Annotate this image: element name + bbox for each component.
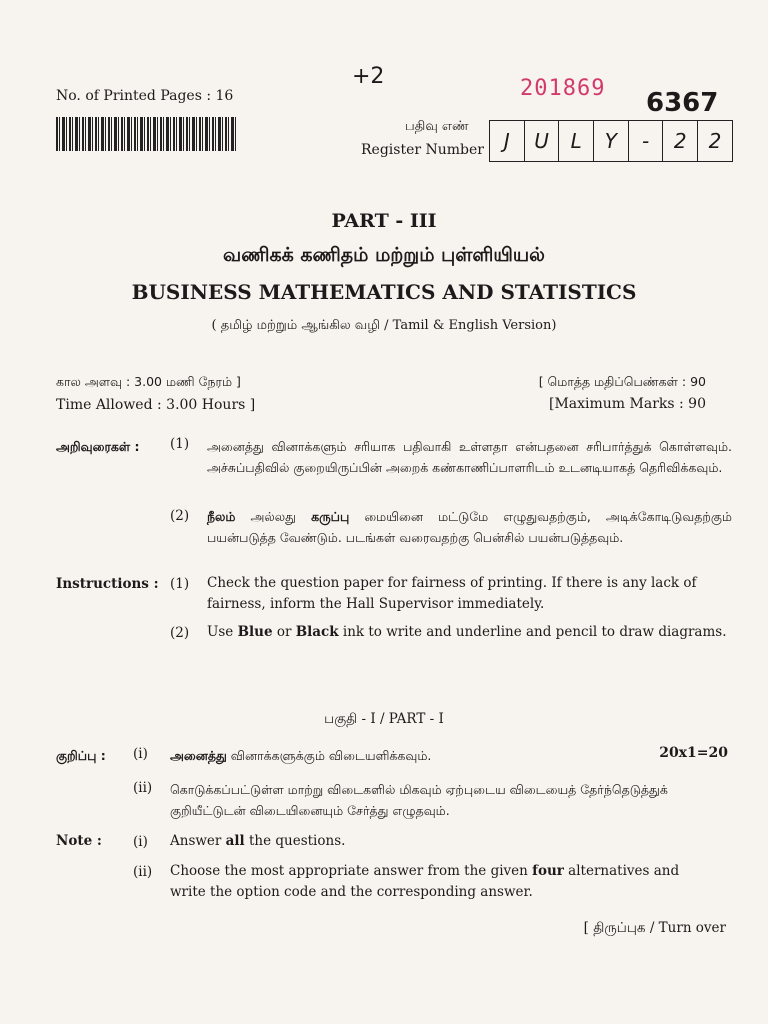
stamp-number: 201869	[520, 76, 606, 101]
note-ta-2: கொடுக்கப்பட்டுள்ள மாற்று விடைகளில் மிகவும் ஏற்புடைய விடையைத் தேர்ந்தெடுத்துக் குறியீட்டுடன் விடையினையும் சேர்த்து எழுதவும்.	[170, 782, 668, 818]
register-char: 2	[708, 129, 722, 153]
emph-black: Black	[295, 624, 339, 640]
register-char: J	[490, 121, 525, 161]
emph-blue-ta: நீலம்	[207, 509, 236, 524]
instruction-ta-2: நீலம் அல்லது கருப்பு மையினை மட்டுமே எழுதுவதற்கும், அடிக்கோடிடுவதற்கும் பயன்படுத்த வேண்டும். படங்கள் வரைவதற்கு பென்சில் பயன்படுத்தவும்.	[207, 509, 732, 545]
instructions-ta-label: அறிவுரைகள் :	[56, 439, 140, 454]
register-char: -	[629, 121, 664, 161]
version-line: ( தமிழ் மற்றும் ஆங்கில வழி / Tamil & English Version)	[211, 318, 557, 333]
instruction-en-1: Check the question paper for fairness of printing. If there is any lack of fairness, inform the Hall Supervisor immediately.	[207, 575, 697, 612]
instruction-ta-num: (2)	[170, 508, 190, 524]
note-ta-num: (i)	[133, 746, 148, 762]
paper-code: 6367	[646, 88, 719, 118]
register-label-en: Register Number	[361, 142, 484, 158]
instruction-ta-1: அனைத்து வினாக்களும் சரியாக பதிவாகி உள்ளதா என்பதனை சரிபார்த்துக் கொள்ளவும். அச்சுப்பதிவில் குறையிருப்பின் அறைக் கண்காணிப்பாளரிடம் உடனடியாகத் தெரிவிக்கவும்.	[207, 439, 732, 475]
note-ta-num: (ii)	[133, 780, 153, 796]
note-ta-label: குறிப்பு :	[56, 748, 106, 763]
register-char: L	[559, 121, 594, 161]
barcode	[56, 117, 236, 151]
instruction-ta-num: (1)	[170, 436, 190, 452]
register-char: U	[525, 121, 560, 161]
max-marks-ta: [ மொத்த மதிப்பெண்கள் : 90	[538, 374, 706, 389]
instruction-en-2: Use Blue or Black ink to write and underline and pencil to draw diagrams.	[207, 624, 727, 640]
max-marks-en: [Maximum Marks : 90	[548, 396, 706, 412]
time-allowed-ta: கால அளவு : 3.00 மணி நேரம் ]	[56, 374, 241, 389]
subject-title-ta: வணிகக் கணிதம் மற்றும் புள்ளியியல்	[223, 244, 545, 266]
time-allowed-en: Time Allowed : 3.00 Hours ]	[56, 397, 256, 413]
note-en-2: Choose the most appropriate answer from the given four alternatives and write the option code and the corresponding answer.	[170, 863, 680, 900]
note-en-num: (ii)	[133, 864, 153, 880]
turn-over: [ திருப்புக / Turn over	[583, 920, 726, 936]
register-number-box	[489, 120, 733, 162]
part-heading: PART - III	[331, 210, 437, 232]
printed-pages: No. of Printed Pages : 16	[56, 88, 234, 104]
note-en-1: Answer all the questions.	[170, 833, 346, 849]
emph-black-ta: கருப்பு	[311, 509, 350, 524]
instruction-en-num: (1)	[170, 576, 190, 592]
note-en-num: (i)	[133, 834, 148, 850]
section-marks: 20x1=20	[659, 745, 728, 761]
handwritten-note: +2	[352, 64, 385, 89]
instructions-en-label: Instructions :	[56, 576, 159, 592]
note-en-label: Note :	[56, 833, 102, 849]
subject-title-en: BUSINESS MATHEMATICS AND STATISTICS	[131, 280, 637, 304]
instruction-en-num: (2)	[170, 625, 190, 641]
note-ta-1: அனைத்து வினாக்களுக்கும் விடையளிக்கவும்.	[170, 748, 432, 763]
emph-blue: Blue	[237, 624, 273, 640]
register-char: Y	[594, 121, 629, 161]
register-char: 2	[663, 121, 698, 161]
register-label-ta: பதிவு எண்	[405, 119, 469, 134]
section-title: பகுதி - I / PART - I	[324, 711, 444, 727]
